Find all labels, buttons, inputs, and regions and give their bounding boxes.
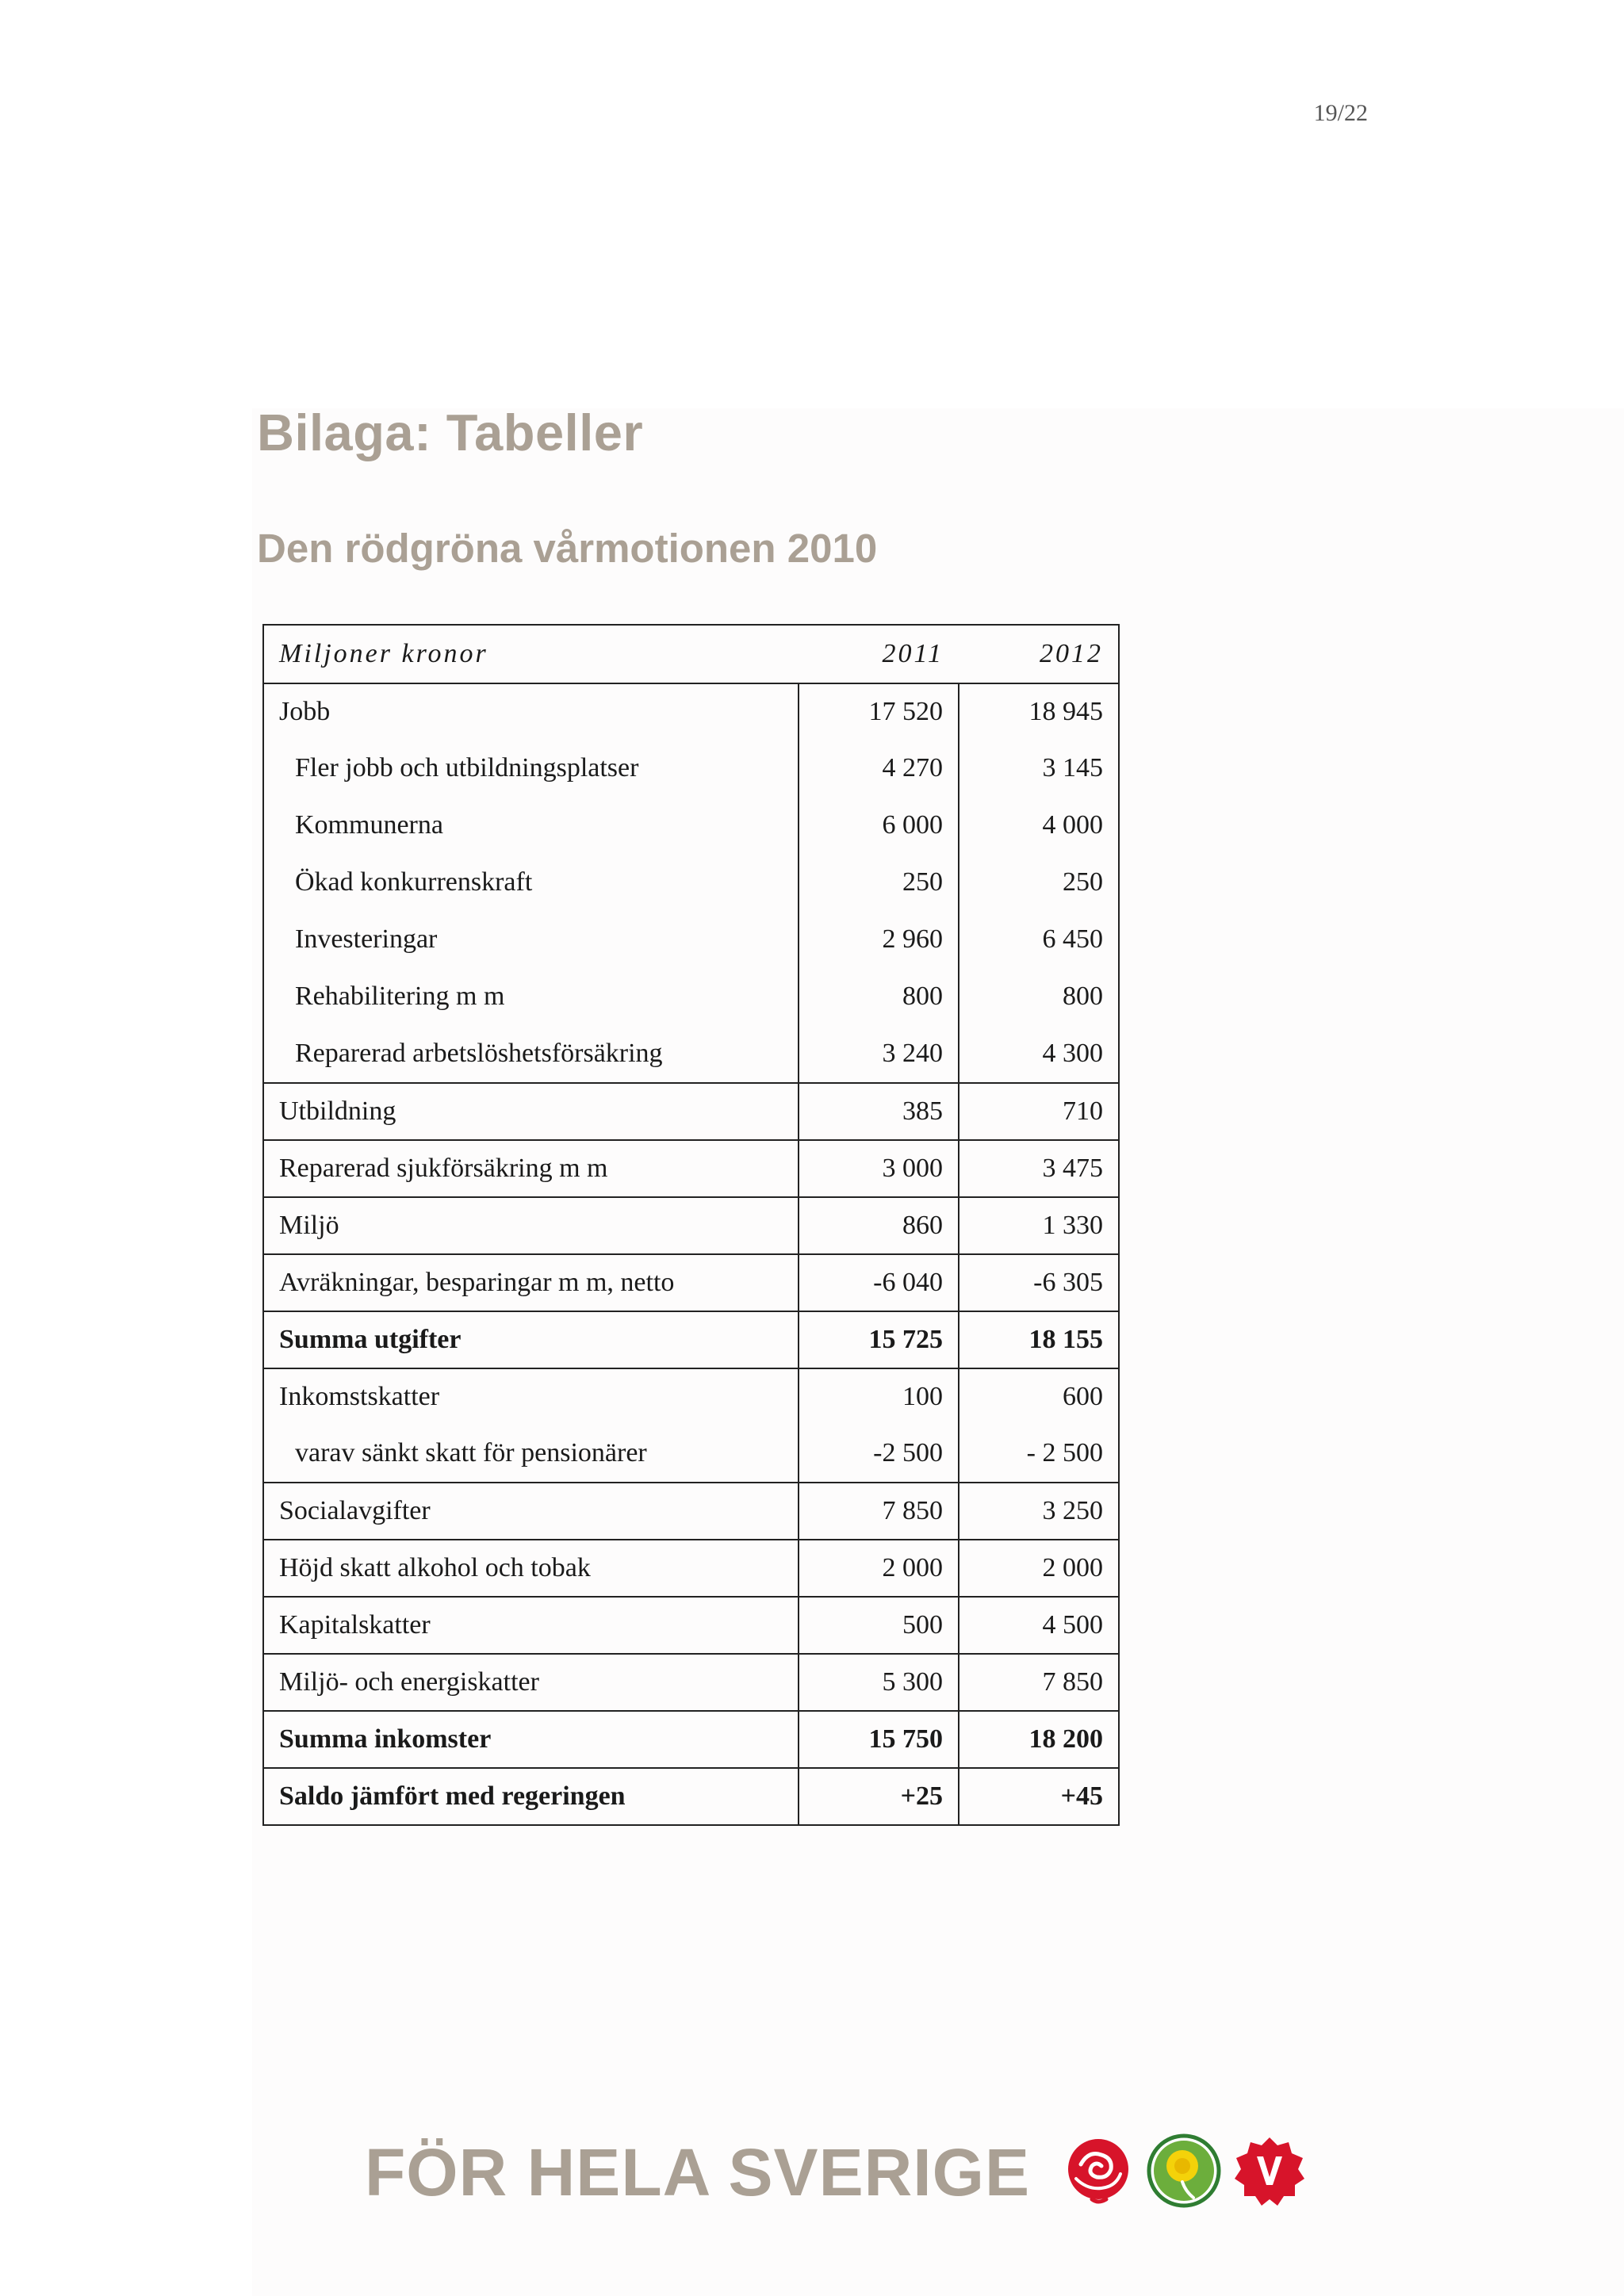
row-label: Ökad konkurrenskraft: [263, 854, 799, 911]
footer: [365, 2133, 1308, 2212]
row-label: Rehabilitering m m: [263, 968, 799, 1025]
row-label: Utbildning: [263, 1083, 799, 1140]
footer-slogan: FÖR HELA SVERIGE: [365, 2134, 1030, 2210]
value-2011: 3 000: [799, 1140, 959, 1197]
row-label: Kommunerna: [263, 797, 799, 854]
rose-logo-icon: [1060, 2133, 1136, 2213]
table-row: [263, 1540, 1119, 1597]
table-header-row: [263, 625, 1119, 683]
table-row-total: [263, 1711, 1119, 1768]
value-2011: +25: [799, 1768, 959, 1825]
value-2012: 250: [959, 854, 1119, 911]
value-2012: 2 000: [959, 1540, 1119, 1597]
row-label: Summa inkomster: [263, 1711, 799, 1768]
table-row-balance: [263, 1768, 1119, 1825]
row-label: Investeringar: [263, 911, 799, 968]
table-row: [263, 1425, 1119, 1483]
value-2012: 6 450: [959, 911, 1119, 968]
value-2011: 15 725: [799, 1311, 959, 1368]
value-2011: 6 000: [799, 797, 959, 854]
value-2011: 3 240: [799, 1025, 959, 1083]
value-2012: 4 500: [959, 1597, 1119, 1654]
value-2011: 2 960: [799, 911, 959, 968]
value-2011: 17 520: [799, 683, 959, 740]
value-2011: 385: [799, 1083, 959, 1140]
value-2012: 3 250: [959, 1483, 1119, 1540]
value-2012: 600: [959, 1368, 1119, 1425]
row-label: Kapitalskatter: [263, 1597, 799, 1654]
row-label: Socialavgifter: [263, 1483, 799, 1540]
table-row: [263, 1140, 1119, 1197]
table-row: [263, 854, 1119, 911]
value-2012: 18 200: [959, 1711, 1119, 1768]
value-2012: 800: [959, 968, 1119, 1025]
table-row: [263, 1083, 1119, 1140]
value-2012: -6 305: [959, 1254, 1119, 1311]
column-header-2011: 2011: [799, 625, 959, 683]
value-2012: 3 475: [959, 1140, 1119, 1197]
page-number: 19/22: [1313, 100, 1368, 126]
budget-table: [262, 624, 1120, 1826]
table-row-total: [263, 1311, 1119, 1368]
value-2012: 18 155: [959, 1311, 1119, 1368]
row-label: Fler jobb och utbildningsplatser: [263, 740, 799, 797]
value-2011: 250: [799, 854, 959, 911]
row-label: Saldo jämfört med regeringen: [263, 1768, 799, 1825]
table-row: [263, 797, 1119, 854]
row-label: Inkomstskatter: [263, 1368, 799, 1425]
value-2012: 1 330: [959, 1197, 1119, 1254]
v-logo-icon: [1231, 2133, 1308, 2213]
value-2011: 4 270: [799, 740, 959, 797]
value-2011: 5 300: [799, 1654, 959, 1711]
row-label: Summa utgifter: [263, 1311, 799, 1368]
table-row: [263, 1025, 1119, 1083]
value-2011: 2 000: [799, 1540, 959, 1597]
value-2011: -2 500: [799, 1425, 959, 1483]
row-label: Avräkningar, besparingar m m, netto: [263, 1254, 799, 1311]
table-row: [263, 1254, 1119, 1311]
value-2012: 710: [959, 1083, 1119, 1140]
table-row: [263, 740, 1119, 797]
value-2012: +45: [959, 1768, 1119, 1825]
row-label: Reparerad arbetslöshetsförsäkring: [263, 1025, 799, 1083]
table-row: [263, 683, 1119, 740]
value-2011: 800: [799, 968, 959, 1025]
table-row: [263, 1197, 1119, 1254]
row-label: varav sänkt skatt för pensionärer: [263, 1425, 799, 1483]
value-2012: - 2 500: [959, 1425, 1119, 1483]
column-header-2012: 2012: [959, 625, 1119, 683]
value-2011: 500: [799, 1597, 959, 1654]
section-subheading: Den rödgröna vårmotionen 2010: [257, 526, 878, 571]
table-row: [263, 1597, 1119, 1654]
party-logos: [1051, 2133, 1308, 2213]
row-label: Reparerad sjukförsäkring m m: [263, 1140, 799, 1197]
table-row: [263, 968, 1119, 1025]
value-2011: 7 850: [799, 1483, 959, 1540]
value-2012: 3 145: [959, 740, 1119, 797]
row-label: Höjd skatt alkohol och tobak: [263, 1540, 799, 1597]
page-heading: Bilaga: Tabeller: [257, 404, 644, 461]
value-2011: 100: [799, 1368, 959, 1425]
value-2012: 7 850: [959, 1654, 1119, 1711]
table-row: [263, 1368, 1119, 1425]
table-row: [263, 1483, 1119, 1540]
value-2011: -6 040: [799, 1254, 959, 1311]
table-row: [263, 1654, 1119, 1711]
row-label: Miljö- och energiskatter: [263, 1654, 799, 1711]
value-2012: 4 000: [959, 797, 1119, 854]
value-2012: 4 300: [959, 1025, 1119, 1083]
row-label: Miljö: [263, 1197, 799, 1254]
value-2012: 18 945: [959, 683, 1119, 740]
value-2011: 15 750: [799, 1711, 959, 1768]
dandelion-logo-icon: [1146, 2133, 1222, 2213]
value-2011: 860: [799, 1197, 959, 1254]
row-label: Jobb: [263, 683, 799, 740]
table-row: [263, 911, 1119, 968]
column-header-label: Miljoner kronor: [263, 625, 799, 683]
